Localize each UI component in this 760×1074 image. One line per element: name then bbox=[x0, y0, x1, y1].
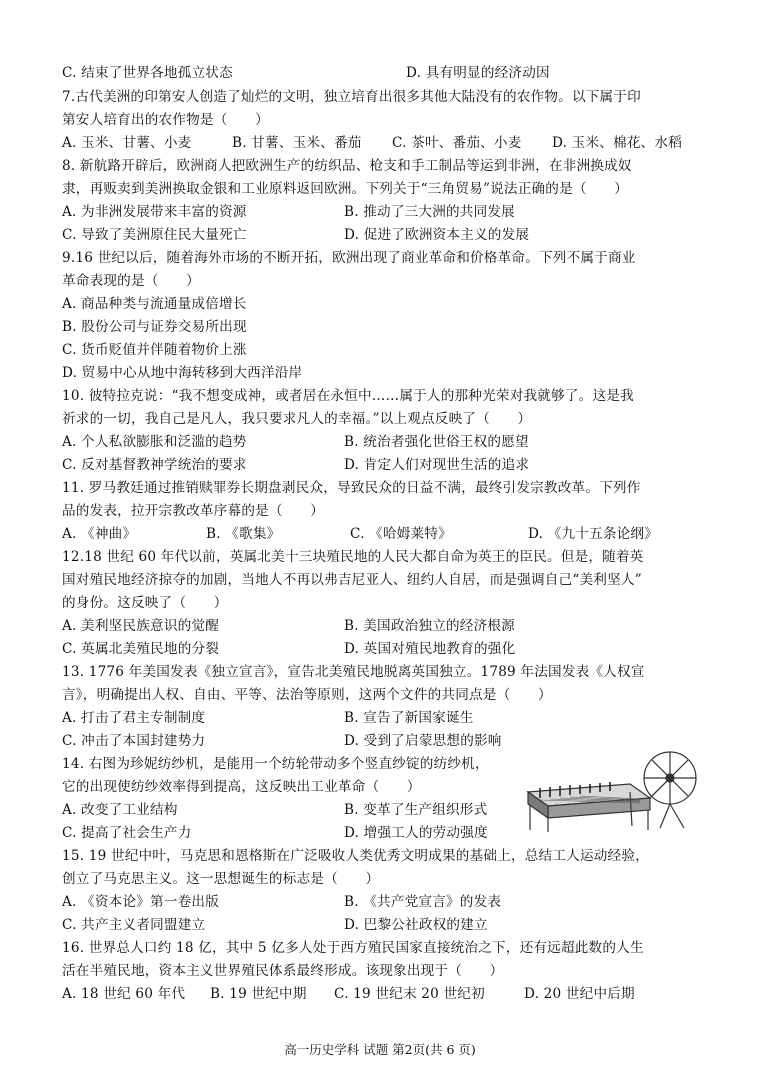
question-13-stem-line: 言》，明确提出人权、自由、平等、法治等原则，这两个文件的共同点是（ ） bbox=[62, 687, 552, 703]
question-13-stem-line: 13. 1776 年美国发表《独立宣言》，宣告北美殖民地脱离英国独立。1789 年法国发表《人权宣 bbox=[62, 664, 645, 680]
question-11-stem-line: 11. 罗马教廷通过推销赎罪券长期盘剥民众，导致民众的日益不满，最终引发宗教改革。下列作 bbox=[62, 480, 641, 496]
option-b: B. 统治者强化世俗王权的愿望 bbox=[344, 434, 529, 450]
question-14-stem-line: 它的出现使纺纱效率得到提高，这反映出工业革命（ ） bbox=[62, 779, 421, 795]
option-c: C. 结束了世界各地孤立状态 bbox=[62, 65, 233, 81]
option-a: A. 《神曲》 bbox=[62, 526, 137, 542]
question-16-stem-line: 活在半殖民地，资本主义世界殖民体系最终形成。该现象出现于（ ） bbox=[62, 963, 504, 979]
question-9-option-a: A. 商品种类与流通量成倍增长 bbox=[62, 296, 247, 312]
option-c: C. 导致了美洲原住民大量死亡 bbox=[62, 227, 247, 243]
option-d: D. 巴黎公社政权的建立 bbox=[344, 917, 488, 933]
question-15-options-row1 bbox=[62, 892, 502, 912]
question-9-option-d: D. 贸易中心从地中海转移到大西洋沿岸 bbox=[62, 365, 303, 381]
question-13-options-row2 bbox=[62, 731, 502, 751]
question-10-stem-line: 祈求的一切，我自己是凡人，我只要求凡人的幸福。”以上观点反映了（ ） bbox=[62, 411, 532, 427]
question-12-options-row1 bbox=[62, 616, 515, 636]
option-a: A. 美利坚民族意识的觉醒 bbox=[62, 618, 219, 634]
option-d: D. 玉米、棉花、水稻 bbox=[552, 135, 683, 151]
option-d: D. 肯定人们对现世生活的追求 bbox=[344, 457, 530, 473]
option-d: D. 增强工人的劳动强度 bbox=[344, 825, 488, 841]
option-d: D. 20 世纪中后期 bbox=[524, 986, 635, 1002]
question-15-options-row2 bbox=[62, 915, 488, 935]
question-13-options-row1 bbox=[62, 708, 474, 728]
option-c: C. 冲击了本国封建势力 bbox=[62, 733, 206, 749]
question-15-stem-line: 15. 19 世纪中叶，马克思和恩格斯在广泛吸收人类优秀文明成果的基础上，总结工人运动经验， bbox=[62, 848, 649, 864]
option-b: B. 宣告了新国家诞生 bbox=[344, 710, 474, 726]
carryover-options bbox=[62, 63, 550, 83]
option-b: B. 19 世纪中期 bbox=[210, 986, 307, 1002]
question-16-stem-line: 16. 世界总人口约 18 亿，其中 5 亿多人处于西方殖民国家直接统治之下，还有远超此数的人生 bbox=[62, 940, 644, 956]
question-14-stem-line: 14. 右图为珍妮纺纱机，是能用一个纺轮带动多个竖直纱锭的纺纱机， bbox=[62, 756, 489, 772]
option-c: C. 共产主义者同盟建立 bbox=[62, 917, 206, 933]
option-a: A. 改变了工业结构 bbox=[62, 802, 178, 818]
question-10-stem-line: 10. 彼特拉克说：“我不想变成神，或者居在永恒中……属于人的那种光荣对我就够了。这是我 bbox=[62, 388, 634, 404]
question-9-stem-line: 9.16 世纪以后，随着海外市场的不断开拓，欧洲出现了商业革命和价格革命。下列不属于商业 bbox=[62, 250, 636, 266]
option-b: B. 《歌集》 bbox=[206, 526, 281, 542]
question-14-options-row1 bbox=[62, 800, 488, 820]
option-d: D. 具有明显的经济动因 bbox=[406, 65, 550, 81]
question-10-options-row2 bbox=[62, 455, 530, 475]
question-9-stem-line: 革命表现的是（ ） bbox=[62, 273, 200, 289]
page-footer: 高一历史学科 试题 第2页(共 6 页) bbox=[284, 1042, 476, 1057]
question-12-stem-line: 国对殖民地经济掠夺的加剧，当地人不再以弗吉尼亚人、纽约人自居，而是强调自己“美利坚人” bbox=[62, 572, 642, 588]
question-7-stem-line: 第安人培育出的农作物是（ ） bbox=[62, 112, 269, 128]
option-a: A. 玉米、甘薯、小麦 bbox=[62, 135, 192, 151]
question-12-options-row2 bbox=[62, 639, 516, 659]
option-c: C. 19 世纪末 20 世纪初 bbox=[334, 986, 485, 1002]
option-b: B. 推动了三大洲的共同发展 bbox=[344, 204, 515, 220]
option-d: D. 促进了欧洲资本主义的发展 bbox=[344, 227, 530, 243]
option-c: C. 茶叶、番茄、小麦 bbox=[392, 135, 522, 151]
option-c: C. 反对基督教神学统治的要求 bbox=[62, 457, 247, 473]
option-d: D. 受到了启蒙思想的影响 bbox=[344, 733, 502, 749]
question-10-options-row1 bbox=[62, 432, 529, 452]
option-b: B. 美国政治独立的经济根源 bbox=[344, 618, 515, 634]
option-c: C. 提高了社会生产力 bbox=[62, 825, 192, 841]
question-9-option-c: C. 货币贬值并伴随着物价上涨 bbox=[62, 342, 247, 358]
option-d: D. 英国对殖民地教育的强化 bbox=[344, 641, 516, 657]
option-c: C. 英属北美殖民地的分裂 bbox=[62, 641, 220, 657]
question-12-stem-line: 的身份。这反映了（ ） bbox=[62, 595, 228, 611]
option-a: A. 打击了君主专制制度 bbox=[62, 710, 206, 726]
option-a: A. 18 世纪 60 年代 bbox=[62, 986, 186, 1002]
option-c: C. 《哈姆莱特》 bbox=[350, 526, 452, 542]
option-b: B. 甘薯、玉米、番茄 bbox=[232, 135, 362, 151]
question-8-options-row1 bbox=[62, 202, 515, 222]
question-14-options-row2 bbox=[62, 823, 488, 843]
question-9-option-b: B. 股份公司与证券交易所出现 bbox=[62, 319, 247, 335]
question-15-stem-line: 创立了马克思主义。这一思想诞生的标志是（ ） bbox=[62, 871, 380, 887]
option-d: D. 《九十五条论纲》 bbox=[528, 526, 659, 542]
spinning-jenny-illustration-icon bbox=[520, 748, 710, 834]
option-a: A. 为非洲发展带来丰富的资源 bbox=[62, 204, 247, 220]
option-a: A. 《资本论》第一卷出版 bbox=[62, 894, 219, 910]
question-12-stem-line: 12.18 世纪 60 年代以前，英属北美十三块殖民地的人民大都自命为英王的臣民。但是，随着英 bbox=[62, 549, 644, 565]
question-8-options-row2 bbox=[62, 225, 530, 245]
option-b: B. 变革了生产组织形式 bbox=[344, 802, 488, 818]
question-8-stem-line: 8. 新航路开辟后，欧洲商人把欧洲生产的纺织品、枪支和手工制品等运到非洲，在非洲换成奴 bbox=[62, 158, 632, 174]
question-7-stem-line: 7.古代美洲的印第安人创造了灿烂的文明，独立培育出很多其他大陆没有的农作物。以下属于印 bbox=[62, 89, 641, 105]
question-8-stem-line: 隶，再贩卖到美洲换取金银和工业原料返回欧洲。下列关于“三角贸易”说法正确的是（ ） bbox=[62, 181, 629, 197]
option-a: A. 个人私欲膨胀和泛滥的趋势 bbox=[62, 434, 247, 450]
option-b: B. 《共产党宣言》的发表 bbox=[344, 894, 502, 910]
question-11-stem-line: 品的发表，拉开宗教改革序幕的是（ ） bbox=[62, 503, 325, 519]
